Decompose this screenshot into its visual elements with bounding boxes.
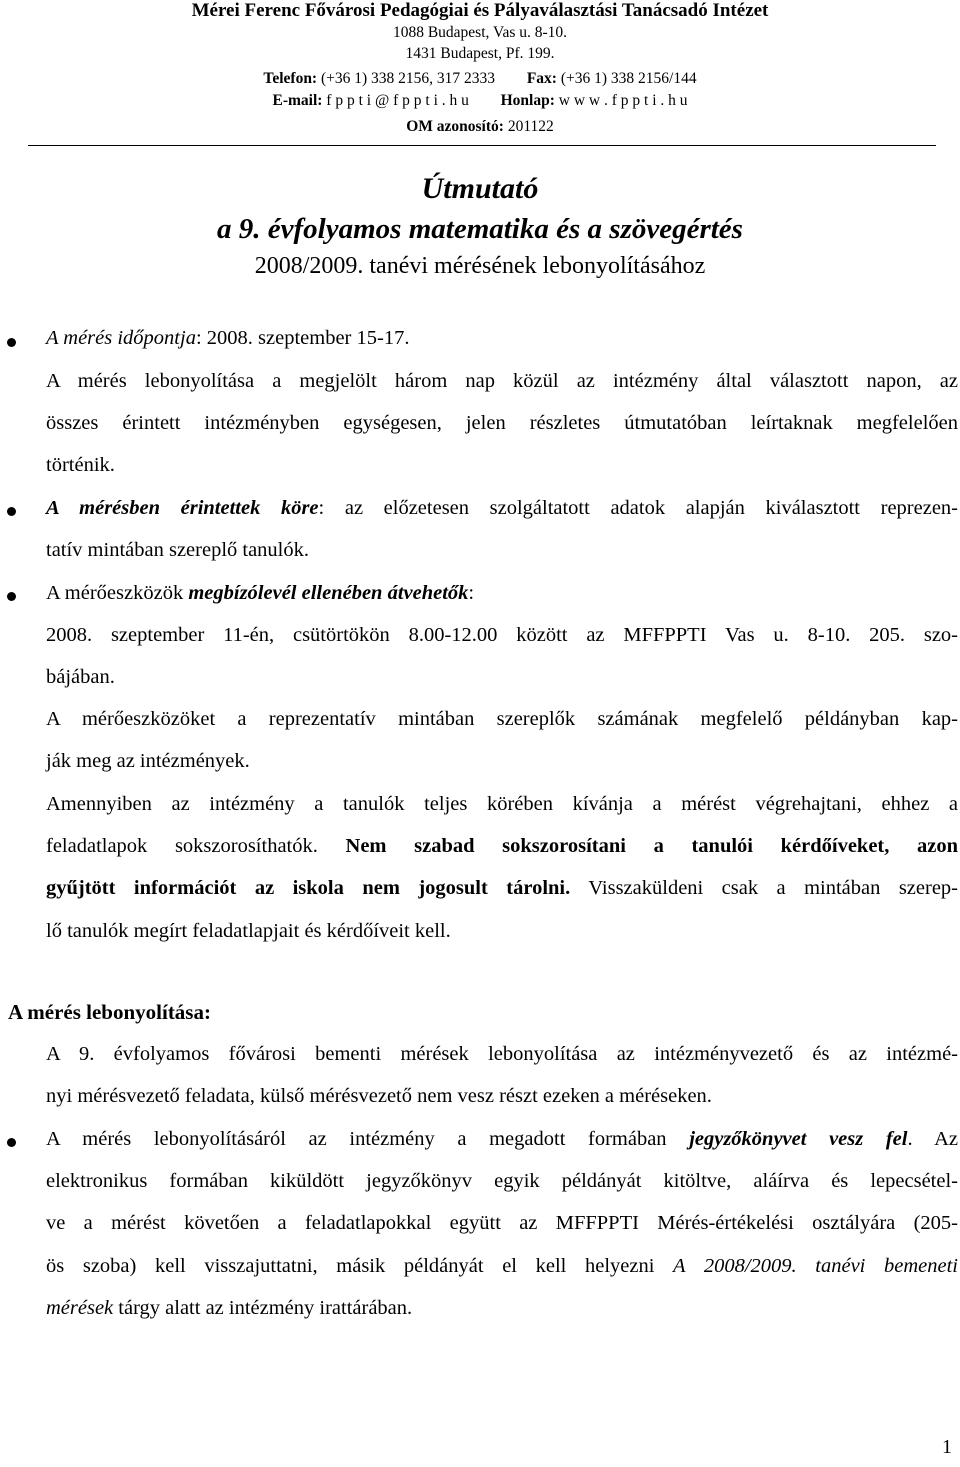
bullet-3-l8: lő tanulók megírt feladatlapjait és kérdőíveit kell. [46,920,451,942]
bullet-4-l1b: jegyzőkönyvet vesz fel [689,1128,908,1150]
bullet-3-line [46,582,474,605]
bullet-4-l1a: A mérés lebonyolításáról az intézmény a megadott formában [46,1128,690,1150]
doc-subtitle-2: 2008/2009. tanévi mérésének lebonyolításához [254,253,706,279]
bullet-3-l2: bájában. [46,666,115,688]
om-value: 201122 [507,118,554,135]
bullet-3-l6a: feladatlapok sokszorosíthatók. [46,835,346,857]
page-number: 1 [942,1436,952,1458]
bullet-4-l4a: ös szoba) kell visszajuttatni, másik példányát el kell helyezni [46,1255,674,1277]
bullet-4-l4 [46,1255,958,1278]
bullet-1-label: A mérés időpontja [46,327,196,349]
bullet-1-date: : 2008. szeptember 15-17. [195,327,410,349]
bullet-3-pre: A mérőeszközök [46,582,189,604]
bullet-1-p3: történik. [46,454,115,476]
web-value: w w w . f p p t i . h u [558,92,688,109]
contact-phone-fax [0,70,960,88]
bullet-3-l6b: Nem szabad sokszorosítani a tanulói kérdőíveket, azon [345,835,959,857]
contact-email-web [0,92,960,110]
bullet-2-p2: tatív mintában szereplő tanulók. [46,539,310,561]
fax-label: Fax: [526,70,557,87]
bullet-3-l1: 2008. szeptember 11-én, csütörtökön 8.00-12.00 között az MFFPPTI Vas u. 8-10. 205. szo- [46,624,958,646]
email-label: E-mail: [272,92,323,109]
bullet-4-l1 [46,1128,958,1151]
bullet-4-l5b: tárgy alatt az intézmény irattárában. [113,1297,413,1319]
bullet-3-l3: A mérőeszközöket a reprezentatív mintában szereplők számának megfelelő példányban kap- [46,708,958,730]
bullet-4-l4b: A 2008/2009. tanévi bemeneti [673,1255,958,1277]
section-heading: A mérés lebonyolítása: [8,1000,211,1024]
bullet-3-l7 [46,877,958,900]
om-label: OM azonosító: [406,118,504,135]
bullet-3-l7a: gyűjtött információt az iskola nem jogosult tárolni. [46,877,571,899]
fax-value: (+36 1) 338 2156/144 [560,70,697,87]
doc-subtitle: a 9. évfolyamos matematika és a szövegértés [217,213,743,245]
bullet-3-l4: ják meg az intézmények. [46,750,250,772]
section-p1: A 9. évfolyamos fővárosi bementi mérések lebonyolítása az intézményvezető és az intézmé- [46,1043,958,1065]
bullet-3-l7b: Visszaküldeni csak a mintában szerep- [570,877,959,899]
om-identifier [0,118,960,136]
phone-label: Telefon: [263,70,318,87]
bullet-4-l5a: mérések [46,1297,114,1319]
email-value: f p p t i @ f p p t i . h u [326,92,469,109]
bullet-2-label: A mérésben érintettek köre [46,497,319,519]
bullet-1-line [46,327,409,350]
bullet-2-text: : az előzetesen szolgáltatott adatok alapján kiválasztott reprezen- [318,497,958,519]
bullet-1-p1: A mérés lebonyolítása a megjelölt három nap közül az intézmény által választott napon, az [46,370,958,392]
bullet-4-l3: ve a mérést követően a feladatlapokkal együtt az MFFPPTI Mérés-értékelési osztályára (205- [46,1212,958,1234]
bullet-marker [7,592,16,601]
bullet-marker [7,338,16,347]
section-p2: nyi mérésvezető feladata, külső mérésvezető nem vesz részt ezeken a méréseken. [46,1085,712,1107]
bullet-3-l6 [46,835,958,858]
bullet-marker [7,1138,16,1147]
bullet-4-l2: elektronikus formában kiküldött jegyzőkönyv egyik példányát kitöltve, aláírva és lepecsétel- [46,1170,958,1192]
web-label: Honlap: [500,92,555,109]
bullet-3-post: : [468,582,475,604]
bullet-3-label: megbízólevél ellenében átvehetők [188,582,469,604]
address-line-2: 1431 Budapest, Pf. 199. [405,45,555,62]
bullet-4-l1c: . Az [907,1128,958,1150]
doc-title: Útmutató [421,172,539,205]
bullet-1-p2: összes érintett intézményben egységesen, jelen részletes útmutatóban leírtaknak megfelelően [46,412,958,434]
bullet-4-l5 [46,1297,412,1320]
bullet-marker [7,507,16,516]
address-line-1: 1088 Budapest, Vas u. 8-10. [392,24,568,41]
header-divider [28,145,936,146]
phone-value: (+36 1) 338 2156, 317 2333 [320,70,496,87]
institution-name: Mérei Ferenc Fővárosi Pedagógiai és Pályaválasztási Tanácsadó Intézet [191,0,769,21]
bullet-3-l5: Amennyiben az intézmény a tanulók teljes körében kívánja a mérést végrehajtani, ehhez a [46,793,958,815]
bullet-2-line [46,497,958,520]
